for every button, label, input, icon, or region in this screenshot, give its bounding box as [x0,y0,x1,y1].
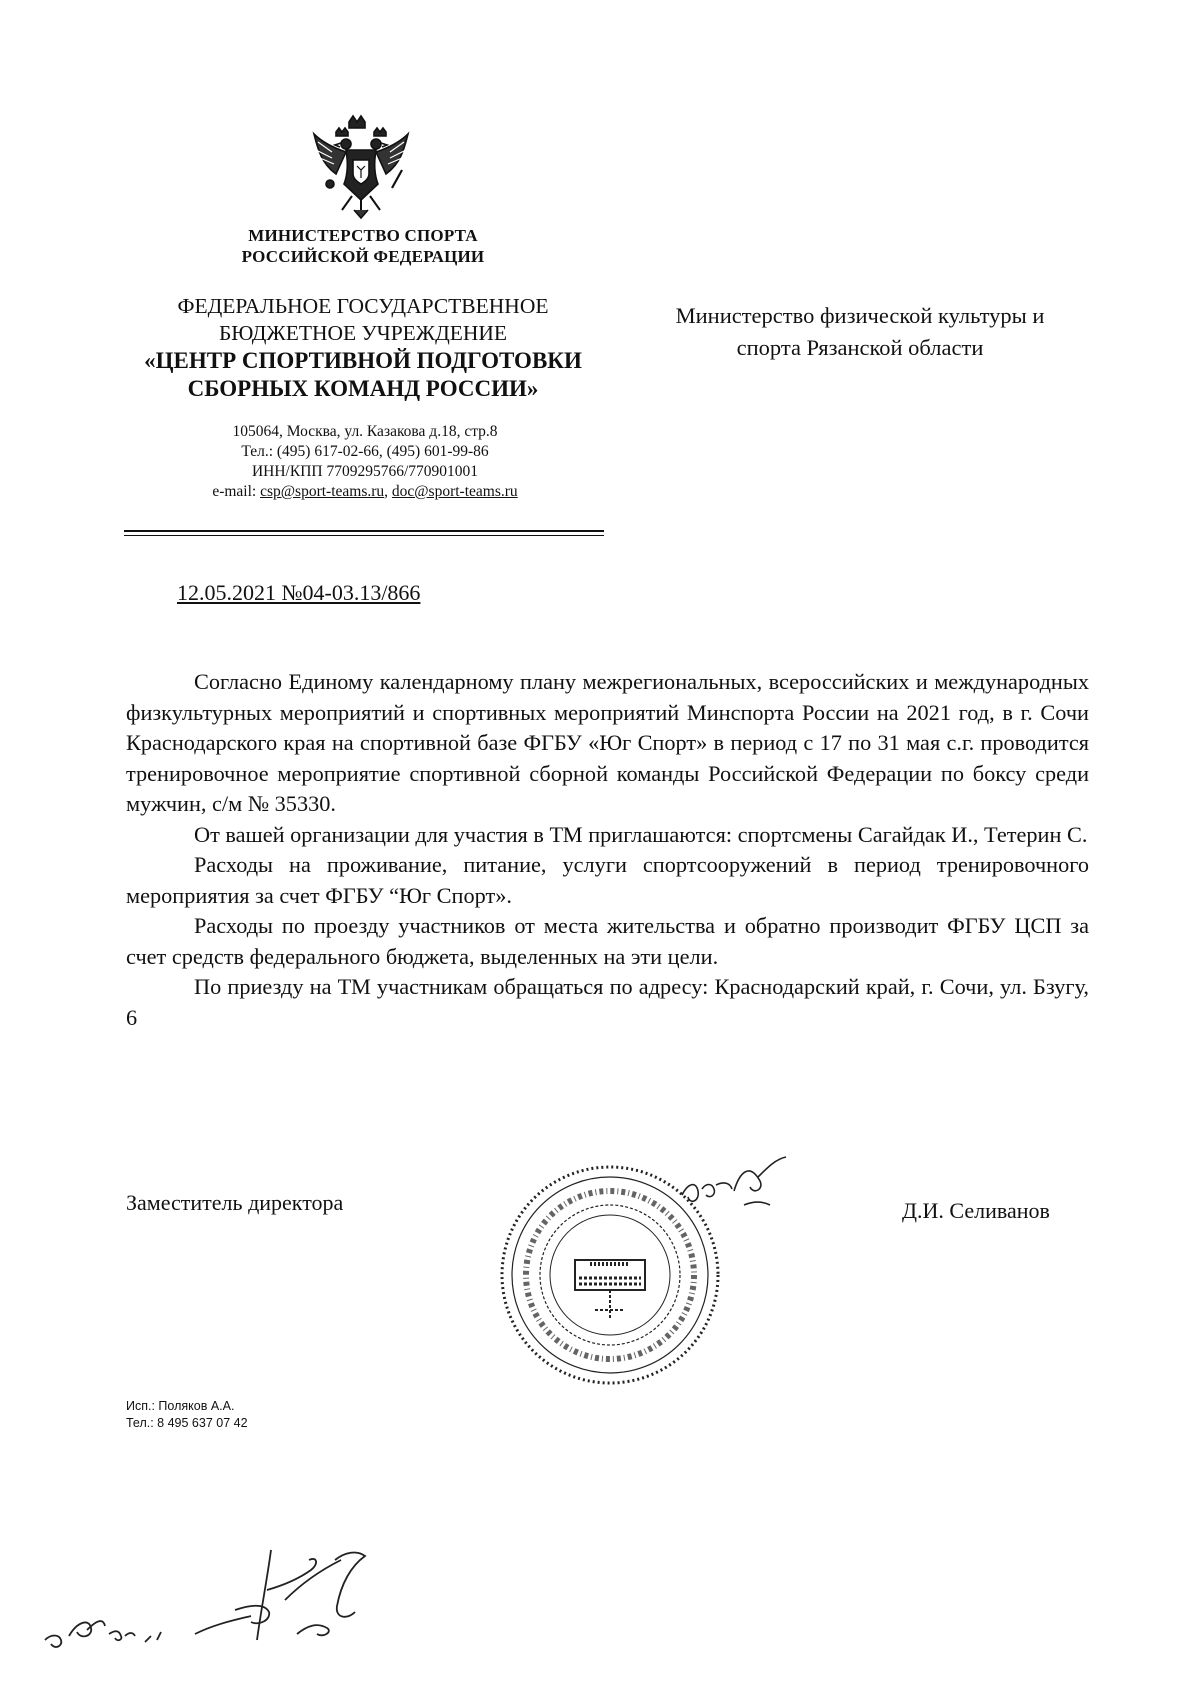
institution-line: ФЕДЕРАЛЬНОЕ ГОСУДАРСТВЕННОЕ [177,294,549,318]
letterhead-divider [124,530,604,532]
body-paragraph: По приезду на ТМ участникам обращаться по адресу: Краснодарский край, г. Сочи, ул. Бзугу, 6 [126,974,1089,1030]
email-line [150,482,580,502]
ministry-header [188,225,538,267]
inn-kpp: ИНН/КПП 7709295766/770901001 [251,463,479,480]
body-paragraph: Расходы по проезду участников от места жительства и обратно производит ФГБУ ЦСП за счет средств федерального бюджета, выделенных на эти цели. [126,913,1089,969]
recipient-line: Министерство физической культуры и [675,303,1045,328]
executor-phone: Тел.: 8 495 637 07 42 [126,1416,248,1430]
ministry-line: РОССИЙСКОЙ ФЕДЕРАЦИИ [241,247,485,266]
phone: Тел.: (495) 617-02-66, (495) 601-99-86 [241,443,489,460]
email-separator: , [384,483,389,500]
email-link-1[interactable]: csp@sport-teams.ru [260,483,385,500]
executor-name: Исп.: Поляков А.А. [126,1399,235,1413]
institution-header [118,293,608,403]
ministry-line: МИНИСТЕРСТВО СПОРТА [248,226,478,245]
executor-block [126,1398,248,1432]
director-signature-icon [680,1155,790,1215]
signatory-name: Д.И. Селиванов [902,1198,1050,1223]
address: 105064, Москва, ул. Казакова д.18, стр.8 [232,423,498,440]
coat-of-arms-icon [306,112,416,222]
handwritten-signature-icon [35,1530,395,1660]
signatory-position: Заместитель директора [126,1190,344,1215]
institution-name-line: «ЦЕНТР СПОРТИВНОЙ ПОДГОТОВКИ [144,348,582,373]
outgoing-reference: 12.05.2021 №04-03.13/866 [177,580,421,605]
letter-body [126,667,1089,1033]
institution-name-line: СБОРНЫХ КОМАНД РОССИИ» [187,376,539,401]
letterhead-divider-thin [124,535,604,536]
recipient-line: спорта Рязанской области [736,335,984,360]
institution-line: БЮДЖЕТНОЕ УЧРЕЖДЕНИЕ [218,321,508,345]
body-paragraph: Согласно Единому календарному плану межрегиональных, всероссийских и международных физкультурных мероприятий и спортивных мероприятий Минспорта России на 2021 год, в г. Сочи Краснодарского края на спортивной базе ФГБУ «Юг Спорт» в период с 17 по 31 мая с.г. проводится тренировочное мероприятие спортивной сборной команды Российской Федерации по боксу среди мужчин, с/м № 35330. [126,669,1089,816]
body-paragraph: Расходы на проживание, питание, услуги спортсооружений в период тренировочного мероприятия за счет ФГБУ “Юг Спорт». [126,852,1089,908]
email-link-2[interactable]: doc@sport-teams.ru [391,483,518,500]
email-label: e-mail: [212,483,257,500]
body-paragraph: От вашей организации для участия в ТМ приглашаются: спортсмены Сагайдак И., Тетерин С. [194,821,1088,847]
recipient-block [625,300,1095,364]
contact-block [150,422,580,502]
